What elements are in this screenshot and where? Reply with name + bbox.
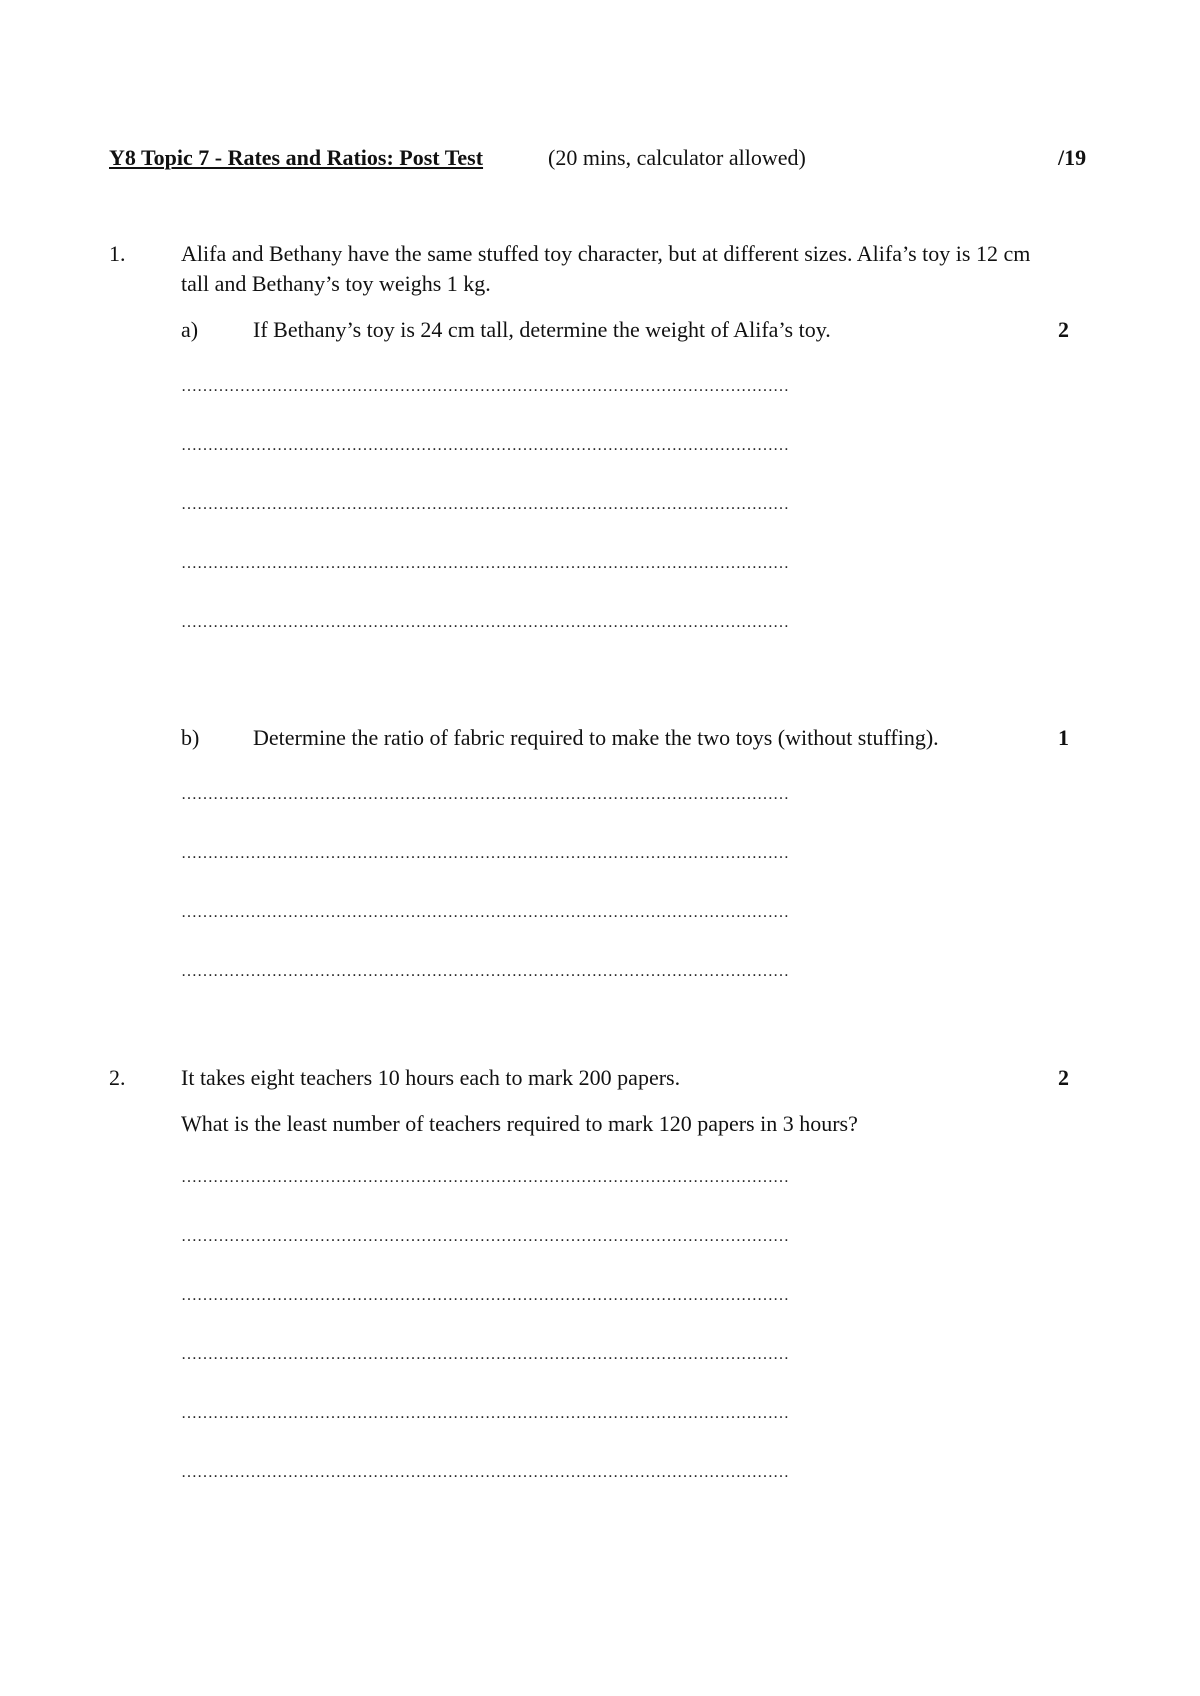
question-2-marks: 2 xyxy=(1058,1065,1069,1090)
answer-line[interactable]: …………………………………………………………………………………………………… xyxy=(181,845,789,862)
answer-line[interactable]: …………………………………………………………………………………………………… xyxy=(181,555,789,572)
answer-line[interactable]: …………………………………………………………………………………………………… xyxy=(181,1228,789,1245)
question-1a-text: If Bethany’s toy is 24 cm tall, determine the weight of Alifa’s toy. xyxy=(253,317,831,342)
answer-line[interactable]: …………………………………………………………………………………………………… xyxy=(181,786,789,803)
question-1a-marks: 2 xyxy=(1058,317,1069,342)
question-2-text-2: What is the least number of teachers required to mark 120 papers in 3 hours? xyxy=(181,1111,858,1136)
question-2-text: It takes eight teachers 10 hours each to mark 200 papers. xyxy=(181,1065,681,1090)
test-title: Y8 Topic 7 - Rates and Ratios: Post Test xyxy=(109,145,484,170)
question-1-text: Alifa and Bethany have the same stuffed toy character, but at different sizes. Alifa’s toy is 12 cm tall and Bethany’s toy weighs 1 kg. xyxy=(181,241,1031,296)
question-1-number: 1. xyxy=(109,241,126,266)
question-1a-label: a) xyxy=(181,317,199,342)
answer-line[interactable]: …………………………………………………………………………………………………… xyxy=(181,378,789,395)
answer-line[interactable]: …………………………………………………………………………………………………… xyxy=(181,496,789,513)
question-1b-text: Determine the ratio of fabric required to make the two toys (without stuffing). xyxy=(253,725,939,750)
answer-line[interactable]: …………………………………………………………………………………………………… xyxy=(181,1405,789,1422)
question-1b-label: b) xyxy=(181,725,200,750)
question-1b-marks: 1 xyxy=(1058,725,1069,750)
answer-line[interactable]: …………………………………………………………………………………………………… xyxy=(181,1464,789,1481)
question-2-number: 2. xyxy=(109,1065,126,1090)
answer-line[interactable]: …………………………………………………………………………………………………… xyxy=(181,1287,789,1304)
answer-line[interactable]: …………………………………………………………………………………………………… xyxy=(181,437,789,454)
answer-line[interactable]: …………………………………………………………………………………………………… xyxy=(181,1169,789,1186)
answer-line[interactable]: …………………………………………………………………………………………………… xyxy=(181,614,789,631)
answer-line[interactable]: …………………………………………………………………………………………………… xyxy=(181,904,789,921)
answer-line[interactable]: …………………………………………………………………………………………………… xyxy=(181,963,789,980)
total-marks: /19 xyxy=(1058,145,1087,170)
test-subtitle: (20 mins, calculator allowed) xyxy=(548,145,806,170)
answer-line[interactable]: …………………………………………………………………………………………………… xyxy=(181,1346,789,1363)
